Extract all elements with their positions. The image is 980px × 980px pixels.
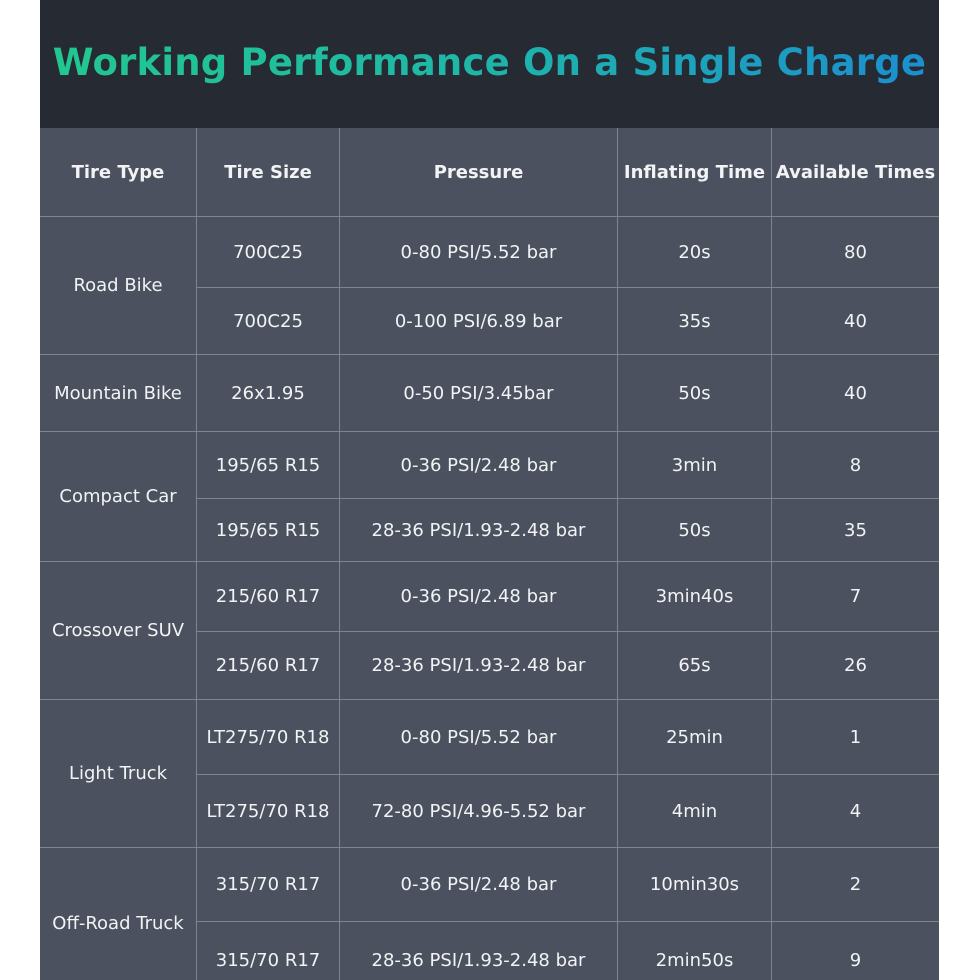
cell-pressure: 28-36 PSI/1.93-2.48 bar [340,922,618,980]
cell-pressure: 0-36 PSI/2.48 bar [340,848,618,922]
cell-pressure: 72-80 PSI/4.96-5.52 bar [340,775,618,848]
cell-tire-type: Off-Road Truck [40,848,197,980]
cell-inflating-time: 50s [618,355,772,432]
cell-pressure: 28-36 PSI/1.93-2.48 bar [340,499,618,562]
cell-inflating-time: 50s [618,499,772,562]
cell-tire-size: 315/70 R17 [197,922,340,980]
cell-tire-size: 215/60 R17 [197,562,340,632]
cell-tire-type: Light Truck [40,700,197,848]
cell-tire-size: 26x1.95 [197,355,340,432]
header-available-times: Available Times [772,128,939,217]
cell-pressure: 28-36 PSI/1.93-2.48 bar [340,632,618,700]
cell-available-times: 4 [772,775,939,848]
cell-inflating-time: 3min40s [618,562,772,632]
header-tire-size: Tire Size [197,128,340,217]
title-band [40,0,939,128]
cell-tire-size: LT275/70 R18 [197,700,340,775]
cell-available-times: 7 [772,562,939,632]
cell-tire-size: 700C25 [197,217,340,288]
cell-tire-type: Mountain Bike [40,355,197,432]
cell-available-times: 8 [772,432,939,499]
cell-pressure: 0-80 PSI/5.52 bar [340,217,618,288]
cell-inflating-time: 10min30s [618,848,772,922]
cell-tire-size: 315/70 R17 [197,848,340,922]
cell-pressure: 0-50 PSI/3.45bar [340,355,618,432]
header-pressure: Pressure [340,128,618,217]
spec-table [40,128,939,980]
cell-available-times: 9 [772,922,939,980]
cell-tire-type: Compact Car [40,432,197,562]
cell-pressure: 0-80 PSI/5.52 bar [340,700,618,775]
cell-pressure: 0-100 PSI/6.89 bar [340,288,618,355]
cell-available-times: 35 [772,499,939,562]
header-inflating-time: Inflating Time [618,128,772,217]
cell-inflating-time: 3min [618,432,772,499]
cell-tire-size: 195/65 R15 [197,432,340,499]
cell-inflating-time: 65s [618,632,772,700]
cell-inflating-time: 4min [618,775,772,848]
cell-tire-type: Crossover SUV [40,562,197,700]
cell-tire-size: 700C25 [197,288,340,355]
cell-available-times: 80 [772,217,939,288]
cell-available-times: 2 [772,848,939,922]
cell-inflating-time: 25min [618,700,772,775]
cell-tire-size: 215/60 R17 [197,632,340,700]
cell-inflating-time: 20s [618,217,772,288]
page-title: Working Performance On a Single Charge [52,40,927,84]
cell-tire-size: LT275/70 R18 [197,775,340,848]
cell-available-times: 40 [772,355,939,432]
cell-available-times: 26 [772,632,939,700]
header-tire-type: Tire Type [40,128,197,217]
cell-tire-type: Road Bike [40,217,197,355]
spec-card [40,0,939,980]
cell-tire-size: 195/65 R15 [197,499,340,562]
cell-available-times: 40 [772,288,939,355]
cell-inflating-time: 2min50s [618,922,772,980]
cell-pressure: 0-36 PSI/2.48 bar [340,562,618,632]
cell-inflating-time: 35s [618,288,772,355]
cell-pressure: 0-36 PSI/2.48 bar [340,432,618,499]
cell-available-times: 1 [772,700,939,775]
